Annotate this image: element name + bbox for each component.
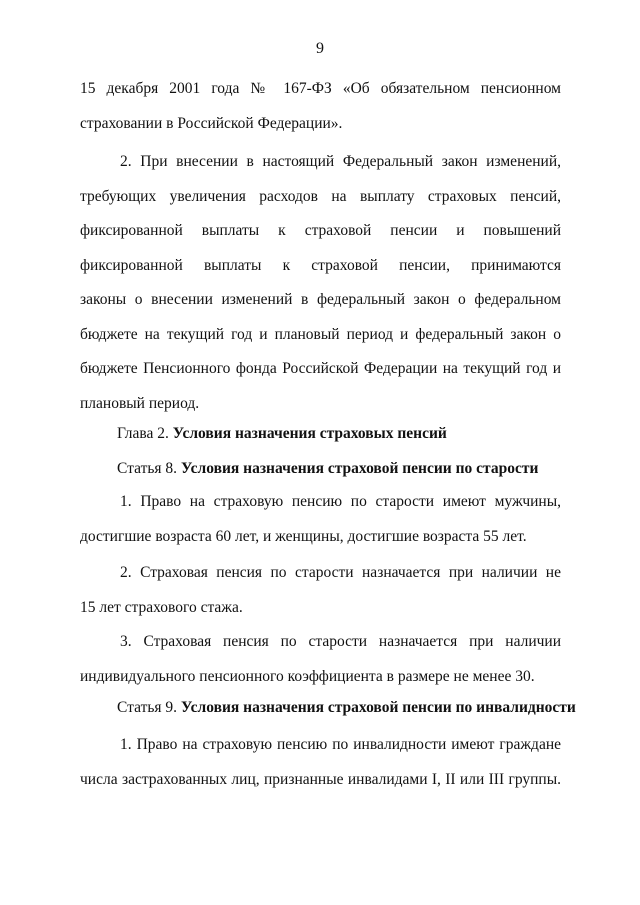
paragraph-line: 15 декабря 2001 года № 167-ФЗ «Об обязательном пенсионном <box>80 80 561 97</box>
paragraph-line: законы о внесении изменений в федеральный закон о федеральном <box>80 291 561 308</box>
article-9-paragraph-1 <box>80 728 561 797</box>
paragraph-line: фиксированной выплаты к страховой пенсии и повышений <box>80 222 561 239</box>
article-8-paragraph-1 <box>80 485 561 554</box>
article-title: Условия назначения страховой пенсии по старости <box>180 460 539 477</box>
paragraph-line: 2. При внесении в настоящий Федеральный закон изменений, <box>120 153 561 170</box>
chapter-number: Глава 2. <box>117 425 169 442</box>
paragraph-line: 1. Право на страховую пенсию по инвалидности имеют граждане <box>120 736 561 753</box>
paragraph-line: плановый период. <box>80 394 200 412</box>
paragraph-line: требующих увеличения расходов на выплату страховых пенсий, <box>80 187 561 205</box>
article-8-paragraph-2 <box>80 556 561 625</box>
paragraph-line: 15 лет страхового стажа. <box>80 598 243 616</box>
article-9-heading <box>80 698 598 718</box>
paragraph-line: числа застрахованных лиц, признанные инвалидами I, II или III группы. <box>80 770 561 788</box>
paragraph-line: 1. Право на страховую пенсию по старости имеют мужчины, <box>120 493 561 510</box>
paragraph-line: бюджете на текущий год и плановый период и федеральный закон о <box>80 325 561 343</box>
paragraph-line: 2. Страховая пенсия по старости назначается при наличии не <box>120 564 561 581</box>
article-number: Статья 8. <box>117 460 178 477</box>
article-title: Условия назначения страховой пенсии по инвалидности <box>180 699 576 716</box>
paragraph-intro <box>80 72 561 141</box>
article-number: Статья 9. <box>117 699 178 716</box>
paragraph-line: страховании в Российской Федерации». <box>80 114 343 132</box>
article-8-paragraph-3 <box>80 625 561 694</box>
chapter-title: Условия назначения страховых пенсий <box>172 425 447 442</box>
paragraph-line: 3. Страховая пенсия по старости назначается при наличии <box>120 633 561 650</box>
article-8-heading <box>80 459 598 479</box>
paragraph-line: бюджете Пенсионного фонда Российской Федерации на текущий год и <box>80 360 561 377</box>
page-number: 9 <box>316 40 324 57</box>
chapter-heading <box>80 424 598 444</box>
paragraph-line: достигшие возраста 60 лет, и женщины, достигшие возраста 55 лет. <box>80 527 527 545</box>
paragraph-line: индивидуального пенсионного коэффициента в размере не менее 30. <box>80 667 535 685</box>
paragraph-2 <box>80 145 561 421</box>
paragraph-line: фиксированной выплаты к страховой пенсии, принимаются <box>80 256 561 274</box>
